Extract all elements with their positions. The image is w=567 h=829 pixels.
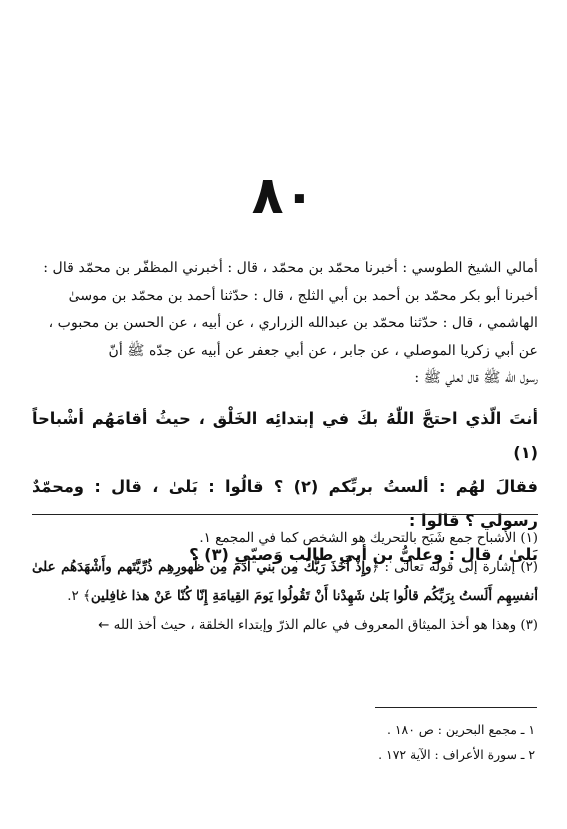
chain-line: أمالي الشيخ الطوسي : أخبرنا محمّد بن محمّد ، قال : أخبرني المظفّر بن محمّد قال : (43, 260, 538, 276)
hadith-line: فقالَ لهُم : ألستُ بربِّكم (٢) ؟ قالُوا : بَلىٰ ، قال : ومحمّدٌ رسولي ؟ قالوا : (32, 477, 538, 530)
chain-line: رسول الله ﷺ قال لعلي ﷺ : (414, 370, 538, 386)
continue-arrow-icon: ← (98, 618, 110, 633)
hadith-line: بَلىٰ ، قال : وعليُّ بن أبي طالب وَصيّي (٣) ؟ (189, 545, 538, 564)
references (235, 717, 535, 767)
footnote-3-text: (٣) وهذا هو أخذ الميثاق المعروف في عالم الذرّ وإبتداء الخلقة ، حيث أخذ الله (113, 618, 538, 633)
footnote-1: (١) الأشباح جمع شَبَح بالتحريك هو الشخص كما في المجمع ١. (199, 531, 538, 546)
chain-line: عن أبي زكريا الموصلي ، عن جابر ، عن أبي جعفر عن أبيه عن جدّه ﷺ أنّ (108, 342, 538, 359)
hadith-line: أنتَ الّذي احتجَّ اللّٰهُ بكَ في إبتدائِه الخَلْق ، حيثُ أقامَهُم أشْباحاً (١) (32, 409, 538, 462)
hadith-number: ٨٠ (251, 166, 316, 226)
reference-divider (375, 707, 537, 708)
chain-line: أخبرنا أبو بكر محمّد بن أحمد بن أبي الثلج ، قال : حدّثنا أحمد بن محمّد بن موسىٰ (68, 287, 538, 304)
reference-item: ١ ـ مجمع البحرين : ص ١٨٠ . (387, 722, 535, 737)
chain-of-narration (32, 255, 538, 393)
footnote-2-end: ﴾ ٢. (67, 589, 91, 604)
quran-verse: وإِذْ أَخَذَ رَبُّكَ مِن بني آدَمَ مِن ظُهورِهِم ذُرِّيَّتَهم وأَشْهَدَهُم علىٰ أنفسِهِم أَلَستُ بِرَبِّكُم قالُوا بَلىٰ شَهِدْنا أَنْ تَقُولُوا يَومَ القِيامَةِ إِنّا كُنّا عَنْ هذا غافِلين (32, 559, 538, 604)
footnote-divider (32, 514, 538, 515)
footnote-2-intro: (٢) إشارة إلى قوله تعالى : ﴿ (371, 560, 539, 575)
footnote-2 (32, 553, 538, 611)
reference-item: ٢ ـ سورة الأعراف : الآية ١٧٢ . (378, 747, 535, 762)
chain-line: الهاشمي ، قال : حدّثنا محمّد بن عبدالله الزراري ، عن أبيه ، عن الحسن بن محبوب ، (48, 315, 538, 331)
footnotes (32, 524, 538, 640)
footnote-3 (32, 611, 538, 640)
